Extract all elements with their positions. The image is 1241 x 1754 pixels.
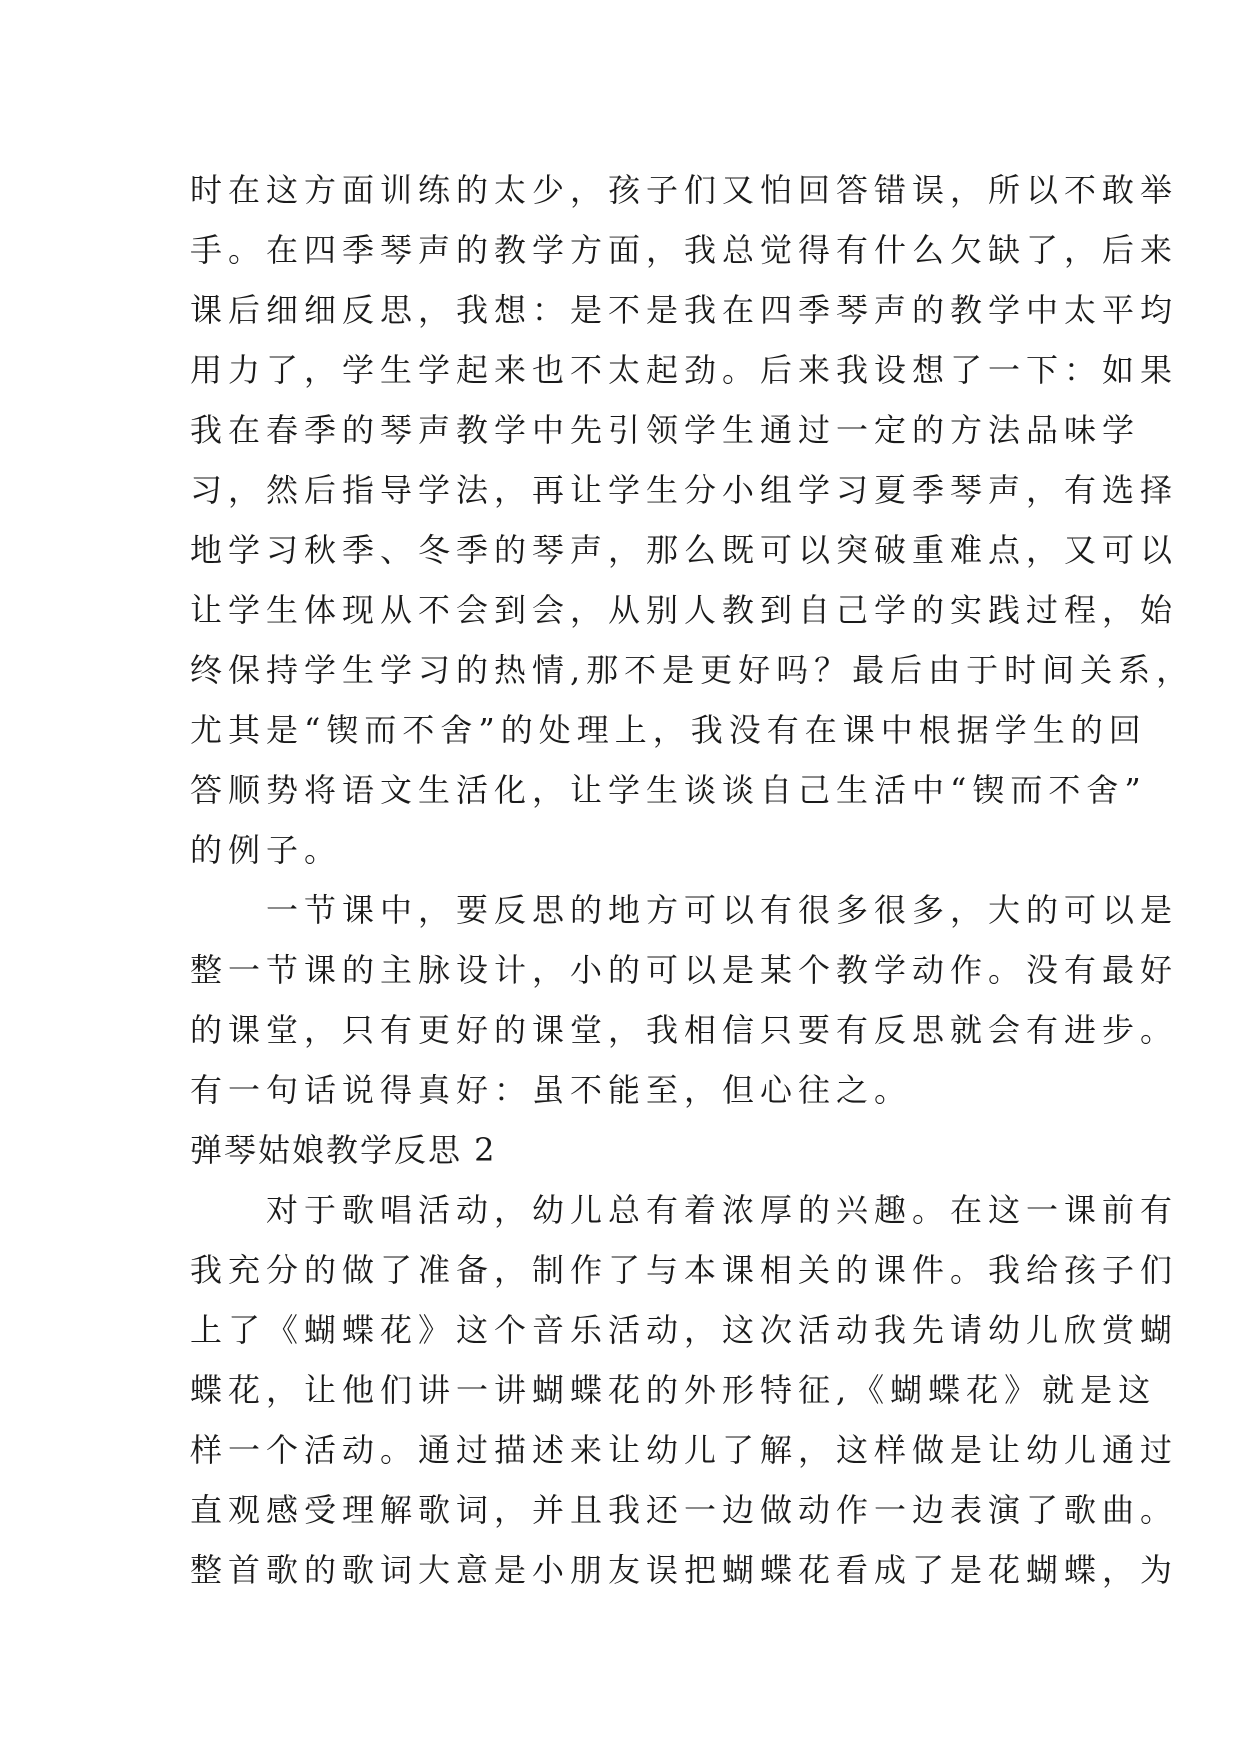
text-line: 地学习秋季、冬季的琴声，那么既可以突破重难点，又可以 (190, 531, 1179, 569)
text-line: 一节课中，要反思的地方可以有很多很多，大的可以是 (190, 891, 1179, 929)
text-line: 对于歌唱活动，幼儿总有着浓厚的兴趣。在这一课前有 (190, 1191, 1179, 1229)
text-line: 习，然后指导学法，再让学生分小组学习夏季琴声，有选择 (190, 471, 1179, 509)
text-line: 有一句话说得真好：虽不能至，但心往之。 (190, 1071, 913, 1109)
text-line: 直观感受理解歌词，并且我还一边做动作一边表演了歌曲。 (190, 1491, 1179, 1529)
text-line: 蝶花，让他们讲一讲蝴蝶花的外形特征,《蝴蝶花》就是这 (190, 1371, 1157, 1409)
text-line: 用力了，学生学起来也不太起劲。后来我设想了一下：如果 (190, 351, 1179, 389)
text-line: 上了《蝴蝶花》这个音乐活动，这次活动我先请幼儿欣赏蝴 (190, 1311, 1179, 1349)
text-line: 答顺势将语文生活化，让学生谈谈自己生活中“锲而不舍” (190, 771, 1147, 809)
text-line: 整一节课的主脉设计，小的可以是某个教学动作。没有最好 (190, 951, 1179, 989)
text-line: 课后细细反思，我想：是不是我在四季琴声的教学中太平均 (190, 291, 1179, 329)
text-line: 的课堂，只有更好的课堂，我相信只要有反思就会有进步。 (190, 1011, 1179, 1049)
text-line: 时在这方面训练的太少，孩子们又怕回答错误，所以不敢举 (190, 171, 1179, 209)
text-line: 我充分的做了准备，制作了与本课相关的课件。我给孩子们 (190, 1251, 1179, 1289)
section-title: 弹琴姑娘教学反思 2 (190, 1131, 497, 1169)
text-line: 尤其是“锲而不舍”的处理上，我没有在课中根据学生的回 (190, 711, 1147, 749)
document-body (190, 160, 1195, 1600)
text-line: 的例子。 (190, 831, 343, 869)
paragraph-singing-activity (190, 1180, 1179, 1600)
paragraph-reflection (190, 880, 1179, 1120)
text-line: 样一个活动。通过描述来让幼儿了解，这样做是让幼儿通过 (190, 1431, 1179, 1469)
text-line: 我在春季的琴声教学中先引领学生通过一定的方法品味学 (190, 411, 1141, 449)
text-line: 手。在四季琴声的教学方面，我总觉得有什么欠缺了，后来 (190, 231, 1179, 269)
text-line: 让学生体现从不会到会，从别人教到自己学的实践过程，始 (190, 591, 1179, 629)
text-line: 终保持学生学习的热情,那不是更好吗？最后由于时间关系， (190, 651, 1195, 689)
paragraph-continuation (190, 160, 1195, 880)
text-line: 整首歌的歌词大意是小朋友误把蝴蝶花看成了是花蝴蝶，为 (190, 1551, 1179, 1589)
